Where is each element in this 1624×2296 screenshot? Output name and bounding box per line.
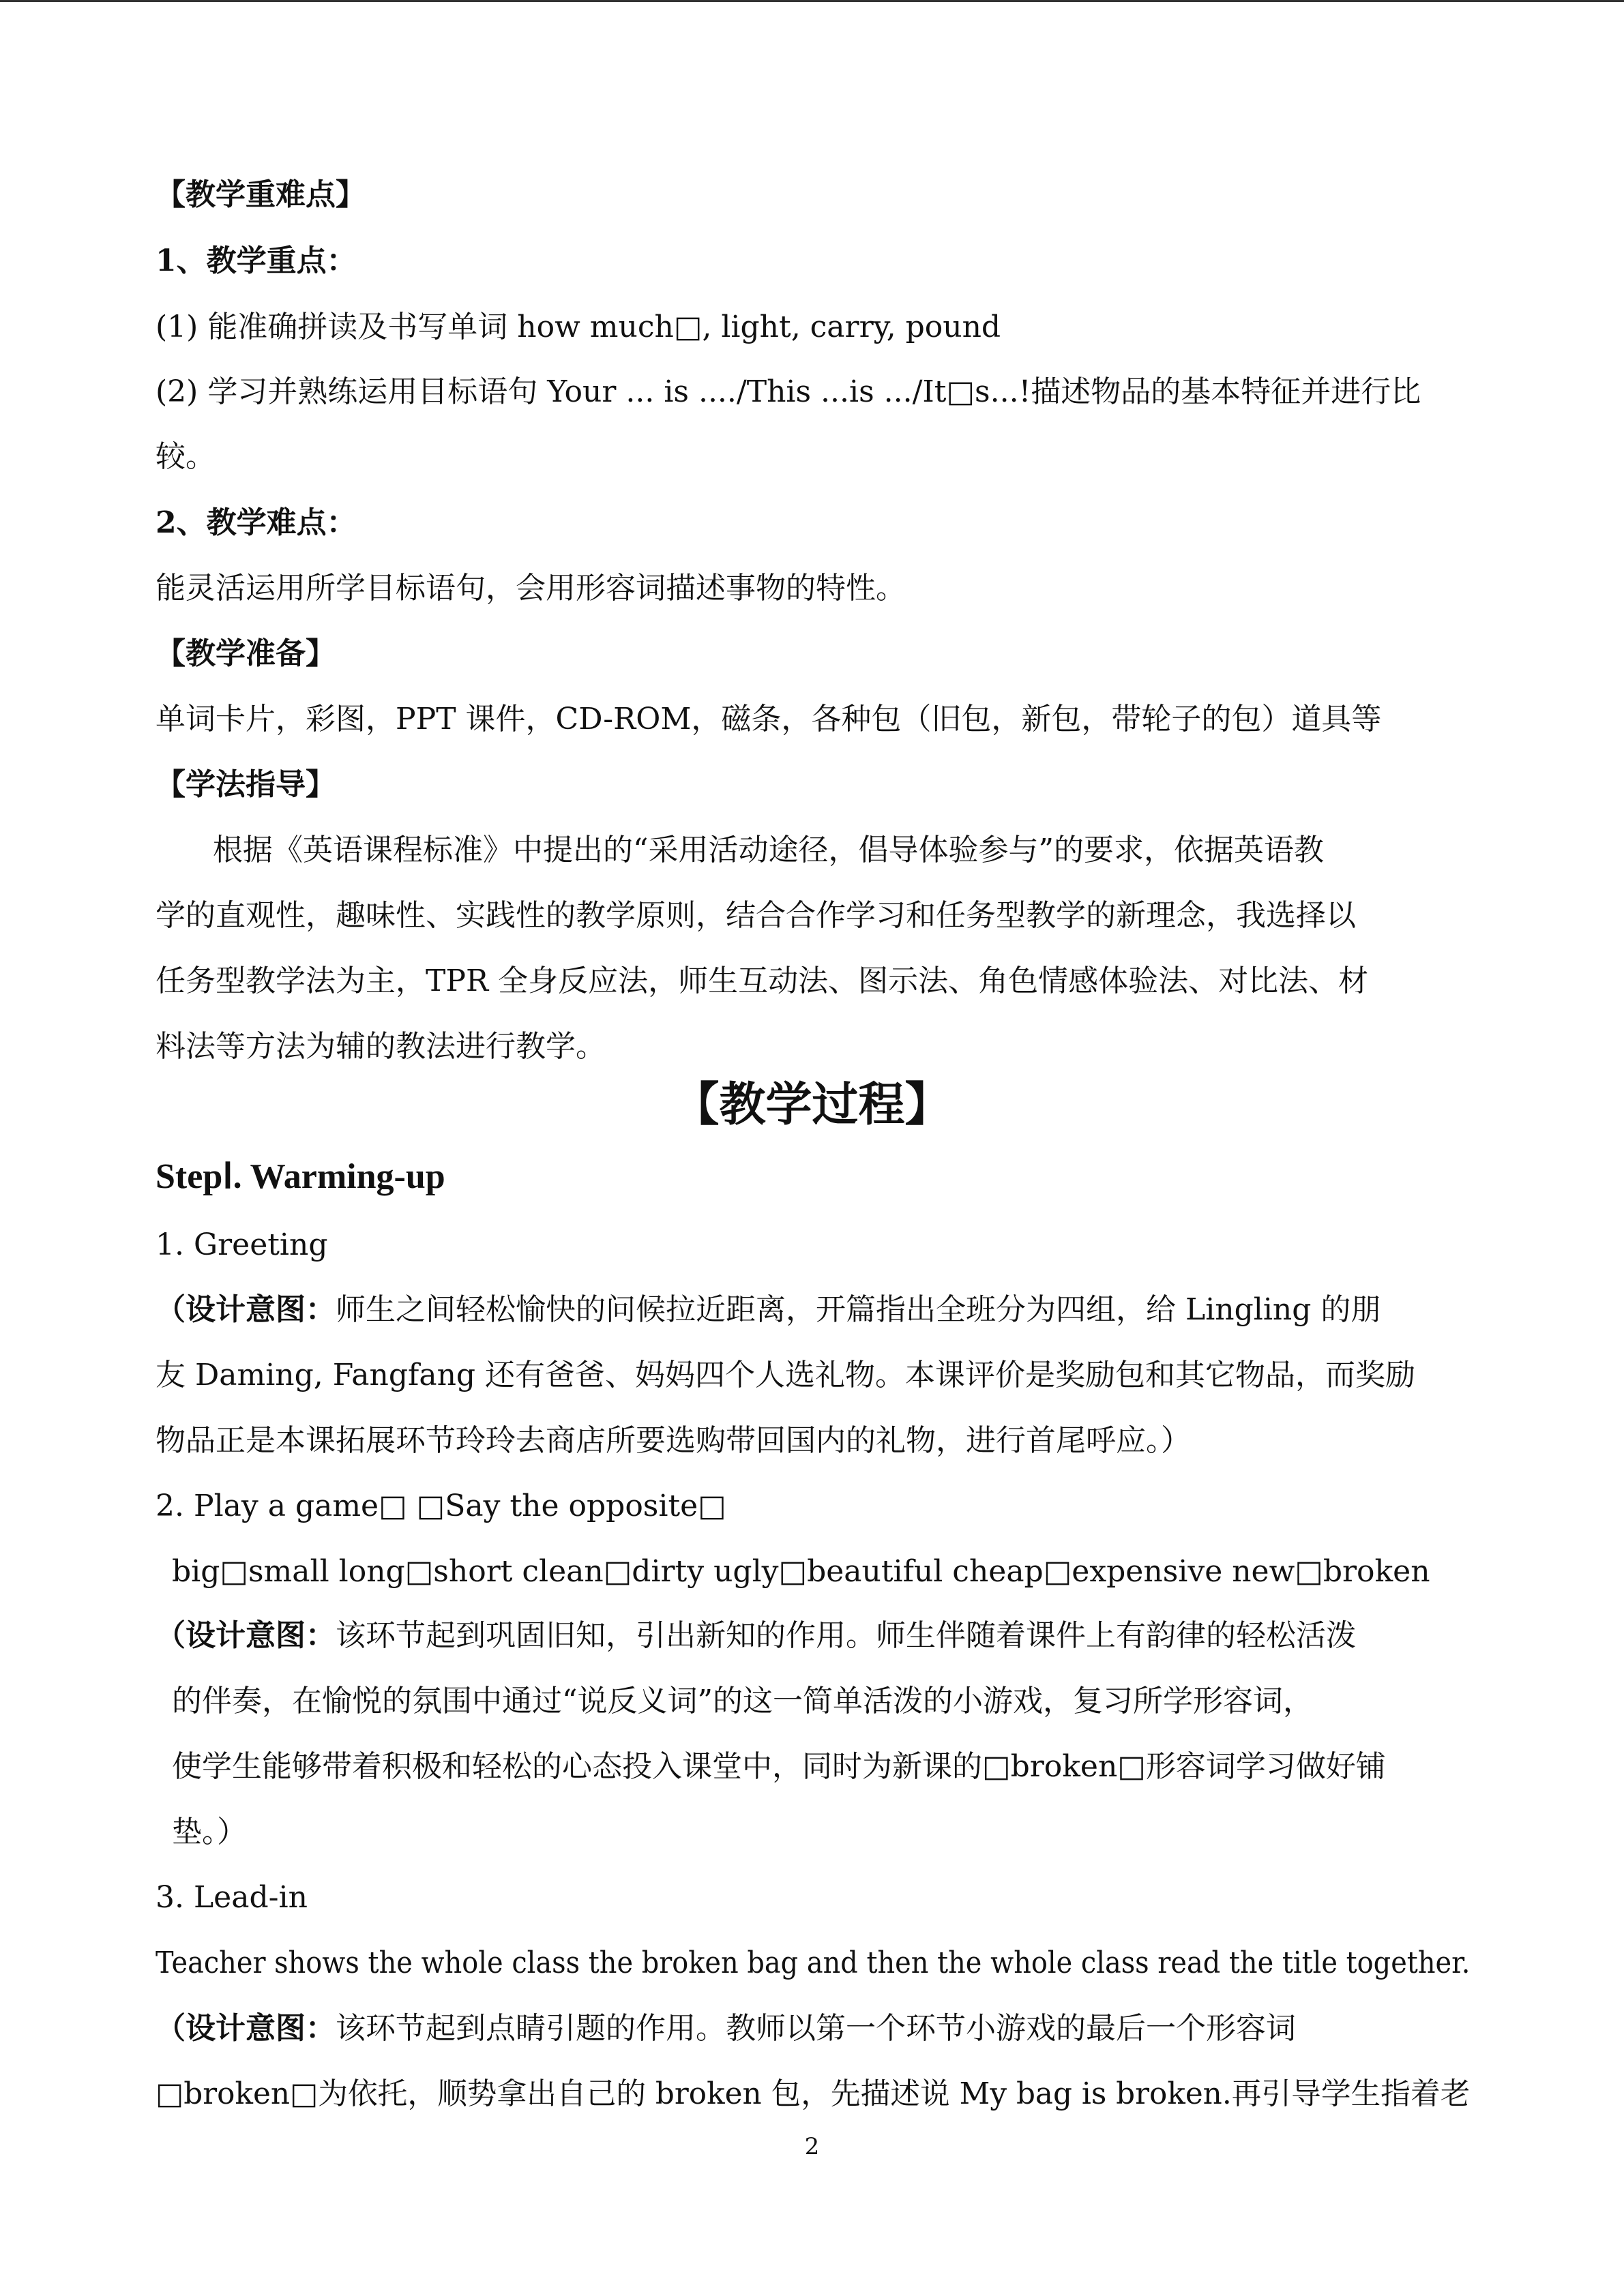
page-number: 2 (804, 2133, 820, 2160)
intent-label: （设计意图： (156, 1618, 336, 1653)
opposite-pairs: big□small long□short clean□dirty ugly□beautiful cheap□expensive new□broken (172, 1554, 1430, 1589)
method-paragraph-line: 料法等方法为辅的教法进行教学。 (156, 1029, 606, 1064)
step-item-greeting: 1. Greeting (156, 1227, 328, 1262)
process-title: 【教学过程】 (673, 1077, 951, 1132)
intent-line: 的伴奏，在愉悦的氛围中通过“说反义词”的这一简单活泼的小游戏，复习所学形容词， (172, 1684, 1313, 1718)
method-paragraph-line: 学的直观性，趣味性、实践性的教学原则，结合合作学习和任务型教学的新理念，我选择以 (156, 898, 1356, 933)
focus-item-2-cont: 较。 (156, 439, 216, 474)
intent-label: （设计意图： (156, 1292, 336, 1327)
intent-line: 物品正是本课拓展环节玲玲去商店所要选购带回国内的礼物，进行首尾呼应。） (156, 1423, 1191, 1458)
intent-line: 使学生能够带着积极和轻松的心态投入课堂中，同时为新课的□broken□形容词学习做好铺 (172, 1749, 1386, 1784)
difficulty-heading: 2、教学难点： (156, 505, 357, 540)
intent-text: 该环节起到巩固旧知，引出新知的作用。师生伴随着课件上有韵律的轻松活泼 (336, 1618, 1356, 1653)
top-border (0, 0, 1624, 2)
prep-heading: 【教学准备】 (156, 636, 336, 671)
focus-item-2: (2) 学习并熟练运用目标语句 Your ... is ..../This ...is .../It□s...!描述物品的基本特征并进行比 (156, 374, 1421, 409)
step-item-lead-in: 3. Lead-in (156, 1880, 308, 1915)
method-paragraph-line: 根据《英语课程标准》中提出的“采用活动途径，倡导体验参与”的要求，依据英语教 (213, 833, 1324, 867)
focus-heading: 1、教学重点： (156, 243, 357, 278)
difficulty-text: 能灵活运用所学目标语句，会用形容词描述事物的特性。 (156, 571, 906, 606)
intent-line: 垫。） (172, 1815, 247, 1849)
method-paragraph-line: 任务型教学法为主，TPR 全身反应法，师生互动法、图示法、角色情感体验法、对比法、材 (156, 964, 1369, 998)
intent-line: 友 Daming, Fangfang 还有爸爸、妈妈四个人选礼物。本课评价是奖励包和其它物品，而奖励 (156, 1358, 1416, 1392)
intent-text: 师生之间轻松愉快的问候拉近距离，开篇指出全班分为四组，给 Lingling 的朋 (336, 1292, 1381, 1327)
key-points-heading: 【教学重难点】 (156, 177, 366, 212)
intent-label: （设计意图： (156, 2011, 336, 2046)
focus-item-1: (1) 能准确拼读及书写单词 how much□, light, carry, pound (156, 310, 1001, 344)
step-item-game: 2. Play a game□ □Say the opposite□ (156, 1489, 726, 1523)
method-heading: 【学法指导】 (156, 767, 336, 802)
design-intent (156, 1289, 1381, 1330)
intent-line: □broken□为依托，顺势拿出自己的 broken 包，先描述说 My bag is broken.再引导学生指着老 (156, 2076, 1471, 2111)
intent-text: 该环节起到点睛引题的作用。教师以第一个环节小游戏的最后一个形容词 (336, 2011, 1296, 2046)
design-intent (156, 2008, 1296, 2049)
lead-in-text: Teacher shows the whole class the broken bag and then the whole class read the title together. (156, 1945, 1471, 1980)
prep-text: 单词卡片，彩图，PPT 课件，CD-ROM，磁条，各种包（旧包，新包，带轮子的包）道具等 (156, 702, 1382, 736)
step-title: StepⅠ. Warming-up (156, 1157, 445, 1196)
design-intent (156, 1615, 1356, 1656)
